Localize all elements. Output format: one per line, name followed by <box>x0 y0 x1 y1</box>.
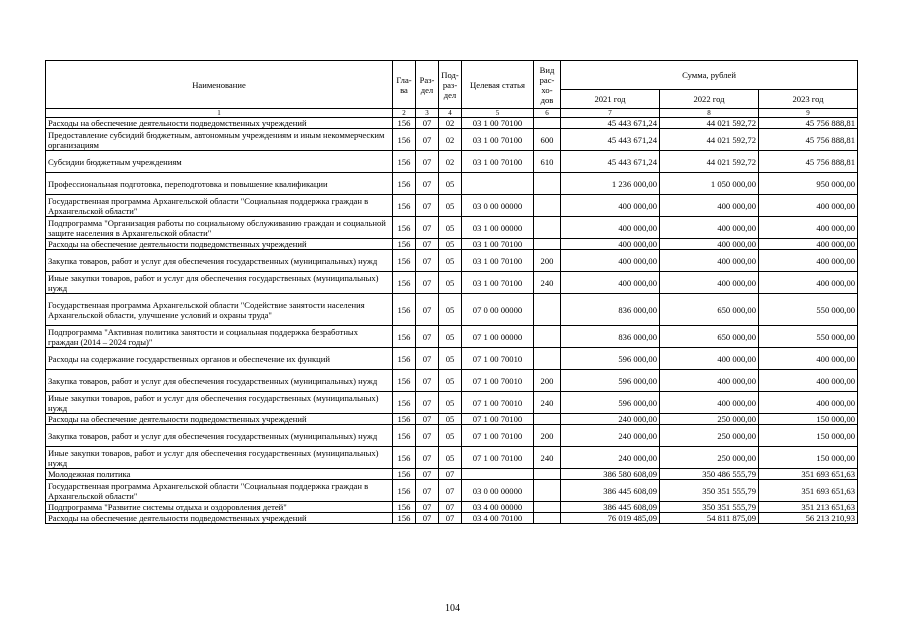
row-podrazdel: 05 <box>439 272 462 294</box>
row-razdel: 07 <box>416 118 439 129</box>
row-target-article <box>462 469 534 480</box>
row-amount-2021: 240 000,00 <box>561 447 660 469</box>
row-name: Закупка товаров, работ и услуг для обеспечения государственных (муниципальных) нужд <box>46 370 393 392</box>
column-number-row <box>46 109 858 118</box>
row-amount-2022: 400 000,00 <box>660 392 759 414</box>
row-amount-2022: 400 000,00 <box>660 370 759 392</box>
row-razdel: 07 <box>416 447 439 469</box>
row-razdel: 07 <box>416 370 439 392</box>
row-amount-2021: 596 000,00 <box>561 392 660 414</box>
row-amount-2021: 45 443 671,24 <box>561 151 660 173</box>
row-glava: 156 <box>393 502 416 513</box>
table-row <box>46 217 858 239</box>
row-amount-2023: 351 213 651,63 <box>759 502 858 513</box>
row-amount-2021: 596 000,00 <box>561 370 660 392</box>
col-header-target: Целевая статья <box>462 61 534 109</box>
row-name: Иные закупки товаров, работ и услуг для обеспечения государственных (муниципальных) нужд <box>46 447 393 469</box>
row-glava: 156 <box>393 392 416 414</box>
row-name: Закупка товаров, работ и услуг для обеспечения государственных (муниципальных) нужд <box>46 250 393 272</box>
row-target-article: 07 1 00 70010 <box>462 370 534 392</box>
row-expense-type: 610 <box>534 151 561 173</box>
table-row <box>46 151 858 173</box>
row-expense-type: 200 <box>534 250 561 272</box>
row-glava: 156 <box>393 480 416 502</box>
row-target-article: 03 0 00 00000 <box>462 195 534 217</box>
row-glava: 156 <box>393 250 416 272</box>
row-amount-2021: 76 019 485,09 <box>561 513 660 524</box>
column-number: 4 <box>439 109 462 118</box>
table-row <box>46 447 858 469</box>
row-podrazdel: 05 <box>439 447 462 469</box>
row-amount-2023: 150 000,00 <box>759 425 858 447</box>
row-glava: 156 <box>393 129 416 151</box>
col-header-2021: 2021 год <box>561 90 660 109</box>
column-number: 7 <box>561 109 660 118</box>
row-name: Профессиональная подготовка, переподготовка и повышение квалификации <box>46 173 393 195</box>
row-amount-2021: 1 236 000,00 <box>561 173 660 195</box>
row-amount-2021: 400 000,00 <box>561 250 660 272</box>
table-row <box>46 326 858 348</box>
row-amount-2021: 400 000,00 <box>561 217 660 239</box>
row-expense-type: 200 <box>534 425 561 447</box>
row-name: Предоставление субсидий бюджетным, автономным учреждениям и иным некоммерческим организациям <box>46 129 393 151</box>
table-row <box>46 173 858 195</box>
row-name: Расходы на обеспечение деятельности подведомственных учреждений <box>46 239 393 250</box>
row-glava: 156 <box>393 173 416 195</box>
row-amount-2022: 650 000,00 <box>660 294 759 326</box>
col-header-glava: Гла-ва <box>393 61 416 109</box>
row-amount-2021: 836 000,00 <box>561 294 660 326</box>
row-amount-2022: 44 021 592,72 <box>660 129 759 151</box>
row-expense-type: 240 <box>534 392 561 414</box>
row-glava: 156 <box>393 370 416 392</box>
row-amount-2021: 386 445 608,09 <box>561 480 660 502</box>
row-podrazdel: 02 <box>439 151 462 173</box>
table-row <box>46 370 858 392</box>
row-glava: 156 <box>393 414 416 425</box>
table-row <box>46 195 858 217</box>
row-target-article: 07 1 00 70100 <box>462 425 534 447</box>
row-name: Субсидии бюджетным учреждениям <box>46 151 393 173</box>
row-amount-2021: 386 580 608,09 <box>561 469 660 480</box>
row-target-article: 03 1 00 70100 <box>462 151 534 173</box>
table-row <box>46 118 858 129</box>
row-glava: 156 <box>393 326 416 348</box>
row-target-article: 03 1 00 00000 <box>462 217 534 239</box>
row-razdel: 07 <box>416 326 439 348</box>
row-razdel: 07 <box>416 272 439 294</box>
row-expense-type <box>534 217 561 239</box>
row-name: Подпрограмма "Организация работы по социальному обслуживанию граждан и социальной защите населения в Архангельской области" <box>46 217 393 239</box>
row-amount-2021: 400 000,00 <box>561 272 660 294</box>
row-amount-2023: 550 000,00 <box>759 326 858 348</box>
col-header-podrazdel: Под-раз-дел <box>439 61 462 109</box>
row-expense-type <box>534 239 561 250</box>
row-razdel: 07 <box>416 173 439 195</box>
row-amount-2022: 350 486 555,79 <box>660 469 759 480</box>
row-amount-2022: 1 050 000,00 <box>660 173 759 195</box>
table-row <box>46 502 858 513</box>
row-amount-2022: 44 021 592,72 <box>660 151 759 173</box>
row-expense-type <box>534 294 561 326</box>
row-podrazdel: 05 <box>439 195 462 217</box>
row-razdel: 07 <box>416 348 439 370</box>
row-target-article: 07 1 00 70010 <box>462 348 534 370</box>
row-amount-2022: 400 000,00 <box>660 348 759 370</box>
row-podrazdel: 05 <box>439 392 462 414</box>
row-podrazdel: 05 <box>439 425 462 447</box>
row-podrazdel: 07 <box>439 513 462 524</box>
row-amount-2023: 351 693 651,63 <box>759 469 858 480</box>
row-name: Расходы на содержание государственных органов и обеспечение их функций <box>46 348 393 370</box>
column-number: 1 <box>46 109 393 118</box>
row-name: Закупка товаров, работ и услуг для обеспечения государственных (муниципальных) нужд <box>46 425 393 447</box>
row-target-article: 07 1 00 00000 <box>462 326 534 348</box>
table-row <box>46 480 858 502</box>
row-amount-2021: 596 000,00 <box>561 348 660 370</box>
row-target-article <box>462 173 534 195</box>
row-amount-2022: 54 811 875,09 <box>660 513 759 524</box>
row-glava: 156 <box>393 469 416 480</box>
table-row <box>46 425 858 447</box>
row-name: Подпрограмма "Развитие системы отдыха и оздоровления детей" <box>46 502 393 513</box>
row-expense-type <box>534 480 561 502</box>
row-name: Расходы на обеспечение деятельности подведомственных учреждений <box>46 513 393 524</box>
row-razdel: 07 <box>416 480 439 502</box>
row-amount-2022: 250 000,00 <box>660 414 759 425</box>
row-name: Расходы на обеспечение деятельности подведомственных учреждений <box>46 118 393 129</box>
row-name: Иные закупки товаров, работ и услуг для обеспечения государственных (муниципальных) нужд <box>46 272 393 294</box>
row-glava: 156 <box>393 239 416 250</box>
row-amount-2023: 550 000,00 <box>759 294 858 326</box>
row-target-article: 07 1 00 70010 <box>462 392 534 414</box>
row-target-article: 03 1 00 70100 <box>462 250 534 272</box>
row-target-article: 07 1 00 70100 <box>462 447 534 469</box>
row-amount-2021: 386 445 608,09 <box>561 502 660 513</box>
row-target-article: 03 1 00 70100 <box>462 239 534 250</box>
row-glava: 156 <box>393 217 416 239</box>
row-amount-2023: 150 000,00 <box>759 447 858 469</box>
column-number: 3 <box>416 109 439 118</box>
row-name: Государственная программа Архангельской области "Содействие занятости населения Архангельской области, улучшение условий и охраны труда" <box>46 294 393 326</box>
row-target-article: 03 0 00 00000 <box>462 480 534 502</box>
row-amount-2023: 45 756 888,81 <box>759 151 858 173</box>
row-glava: 156 <box>393 348 416 370</box>
row-amount-2023: 400 000,00 <box>759 348 858 370</box>
row-amount-2023: 56 213 210,93 <box>759 513 858 524</box>
table-row <box>46 250 858 272</box>
row-name: Государственная программа Архангельской области "Социальная поддержка граждан в Архангельской области" <box>46 480 393 502</box>
row-podrazdel: 05 <box>439 370 462 392</box>
row-amount-2023: 400 000,00 <box>759 250 858 272</box>
col-header-razdel: Раз-дел <box>416 61 439 109</box>
row-amount-2023: 400 000,00 <box>759 370 858 392</box>
row-amount-2022: 650 000,00 <box>660 326 759 348</box>
row-target-article: 03 1 00 70100 <box>462 118 534 129</box>
row-expense-type: 240 <box>534 272 561 294</box>
row-expense-type <box>534 469 561 480</box>
row-name: Иные закупки товаров, работ и услуг для обеспечения государственных (муниципальных) нужд <box>46 392 393 414</box>
row-razdel: 07 <box>416 414 439 425</box>
column-number: 2 <box>393 109 416 118</box>
row-glava: 156 <box>393 425 416 447</box>
column-number: 9 <box>759 109 858 118</box>
row-expense-type <box>534 326 561 348</box>
row-amount-2022: 250 000,00 <box>660 447 759 469</box>
row-podrazdel: 05 <box>439 294 462 326</box>
row-amount-2022: 400 000,00 <box>660 239 759 250</box>
row-glava: 156 <box>393 272 416 294</box>
row-razdel: 07 <box>416 217 439 239</box>
row-podrazdel: 05 <box>439 326 462 348</box>
row-glava: 156 <box>393 513 416 524</box>
row-razdel: 07 <box>416 239 439 250</box>
row-glava: 156 <box>393 118 416 129</box>
row-amount-2023: 150 000,00 <box>759 414 858 425</box>
row-amount-2022: 400 000,00 <box>660 250 759 272</box>
row-razdel: 07 <box>416 513 439 524</box>
row-amount-2021: 400 000,00 <box>561 195 660 217</box>
table-row <box>46 348 858 370</box>
row-target-article: 03 4 00 70100 <box>462 513 534 524</box>
row-amount-2023: 45 756 888,81 <box>759 129 858 151</box>
table-row <box>46 513 858 524</box>
row-amount-2022: 350 351 555,79 <box>660 502 759 513</box>
row-amount-2023: 400 000,00 <box>759 217 858 239</box>
table-row <box>46 272 858 294</box>
page-number: 104 <box>445 603 460 614</box>
col-header-vid: Вид рас-хо-дов <box>534 61 561 109</box>
row-podrazdel: 07 <box>439 469 462 480</box>
budget-table <box>45 60 858 524</box>
row-expense-type: 240 <box>534 447 561 469</box>
row-target-article: 03 1 00 70100 <box>462 129 534 151</box>
row-amount-2021: 45 443 671,24 <box>561 129 660 151</box>
col-header-2023: 2023 год <box>759 90 858 109</box>
row-name: Подпрограмма "Активная политика занятости и социальная поддержка безработных граждан (2014 – 2024 годы)" <box>46 326 393 348</box>
row-amount-2023: 400 000,00 <box>759 239 858 250</box>
row-name: Расходы на обеспечение деятельности подведомственных учреждений <box>46 414 393 425</box>
row-expense-type <box>534 414 561 425</box>
row-amount-2023: 400 000,00 <box>759 392 858 414</box>
row-amount-2021: 45 443 671,24 <box>561 118 660 129</box>
row-amount-2023: 351 693 651,63 <box>759 480 858 502</box>
row-target-article: 07 1 00 70100 <box>462 414 534 425</box>
row-podrazdel: 02 <box>439 118 462 129</box>
row-razdel: 07 <box>416 425 439 447</box>
row-expense-type <box>534 195 561 217</box>
row-podrazdel: 05 <box>439 250 462 272</box>
row-expense-type <box>534 502 561 513</box>
row-amount-2021: 240 000,00 <box>561 414 660 425</box>
row-amount-2021: 400 000,00 <box>561 239 660 250</box>
row-podrazdel: 05 <box>439 414 462 425</box>
row-target-article: 07 0 00 00000 <box>462 294 534 326</box>
row-amount-2023: 45 756 888,81 <box>759 118 858 129</box>
row-amount-2021: 836 000,00 <box>561 326 660 348</box>
row-amount-2023: 400 000,00 <box>759 195 858 217</box>
column-number: 5 <box>462 109 534 118</box>
row-amount-2023: 400 000,00 <box>759 272 858 294</box>
row-podrazdel: 05 <box>439 348 462 370</box>
table-row <box>46 392 858 414</box>
row-target-article: 03 1 00 70100 <box>462 272 534 294</box>
table-row <box>46 294 858 326</box>
row-razdel: 07 <box>416 294 439 326</box>
row-podrazdel: 05 <box>439 217 462 239</box>
row-razdel: 07 <box>416 469 439 480</box>
col-header-2022: 2022 год <box>660 90 759 109</box>
table-row <box>46 469 858 480</box>
row-glava: 156 <box>393 447 416 469</box>
row-amount-2022: 250 000,00 <box>660 425 759 447</box>
row-name: Молодежная политика <box>46 469 393 480</box>
column-number: 6 <box>534 109 561 118</box>
row-amount-2021: 240 000,00 <box>561 425 660 447</box>
row-podrazdel: 07 <box>439 480 462 502</box>
row-razdel: 07 <box>416 502 439 513</box>
table-row <box>46 129 858 151</box>
row-expense-type: 200 <box>534 370 561 392</box>
row-podrazdel: 05 <box>439 173 462 195</box>
row-amount-2023: 950 000,00 <box>759 173 858 195</box>
row-razdel: 07 <box>416 392 439 414</box>
row-razdel: 07 <box>416 250 439 272</box>
row-podrazdel: 02 <box>439 129 462 151</box>
row-amount-2022: 400 000,00 <box>660 272 759 294</box>
row-expense-type <box>534 348 561 370</box>
row-expense-type <box>534 513 561 524</box>
row-razdel: 07 <box>416 195 439 217</box>
column-number: 8 <box>660 109 759 118</box>
row-amount-2022: 400 000,00 <box>660 195 759 217</box>
row-razdel: 07 <box>416 129 439 151</box>
row-podrazdel: 05 <box>439 239 462 250</box>
row-target-article: 03 4 00 00000 <box>462 502 534 513</box>
col-header-sum: Сумма, рублей <box>561 61 858 90</box>
row-glava: 156 <box>393 294 416 326</box>
row-name: Государственная программа Архангельской области "Социальная поддержка граждан в Архангельской области" <box>46 195 393 217</box>
row-expense-type <box>534 173 561 195</box>
row-podrazdel: 07 <box>439 502 462 513</box>
row-glava: 156 <box>393 151 416 173</box>
row-razdel: 07 <box>416 151 439 173</box>
table-row <box>46 239 858 250</box>
table-row <box>46 414 858 425</box>
row-expense-type: 600 <box>534 129 561 151</box>
row-amount-2022: 44 021 592,72 <box>660 118 759 129</box>
row-amount-2022: 350 351 555,79 <box>660 480 759 502</box>
row-amount-2022: 400 000,00 <box>660 217 759 239</box>
col-header-name: Наименование <box>46 61 393 109</box>
row-expense-type <box>534 118 561 129</box>
row-glava: 156 <box>393 195 416 217</box>
